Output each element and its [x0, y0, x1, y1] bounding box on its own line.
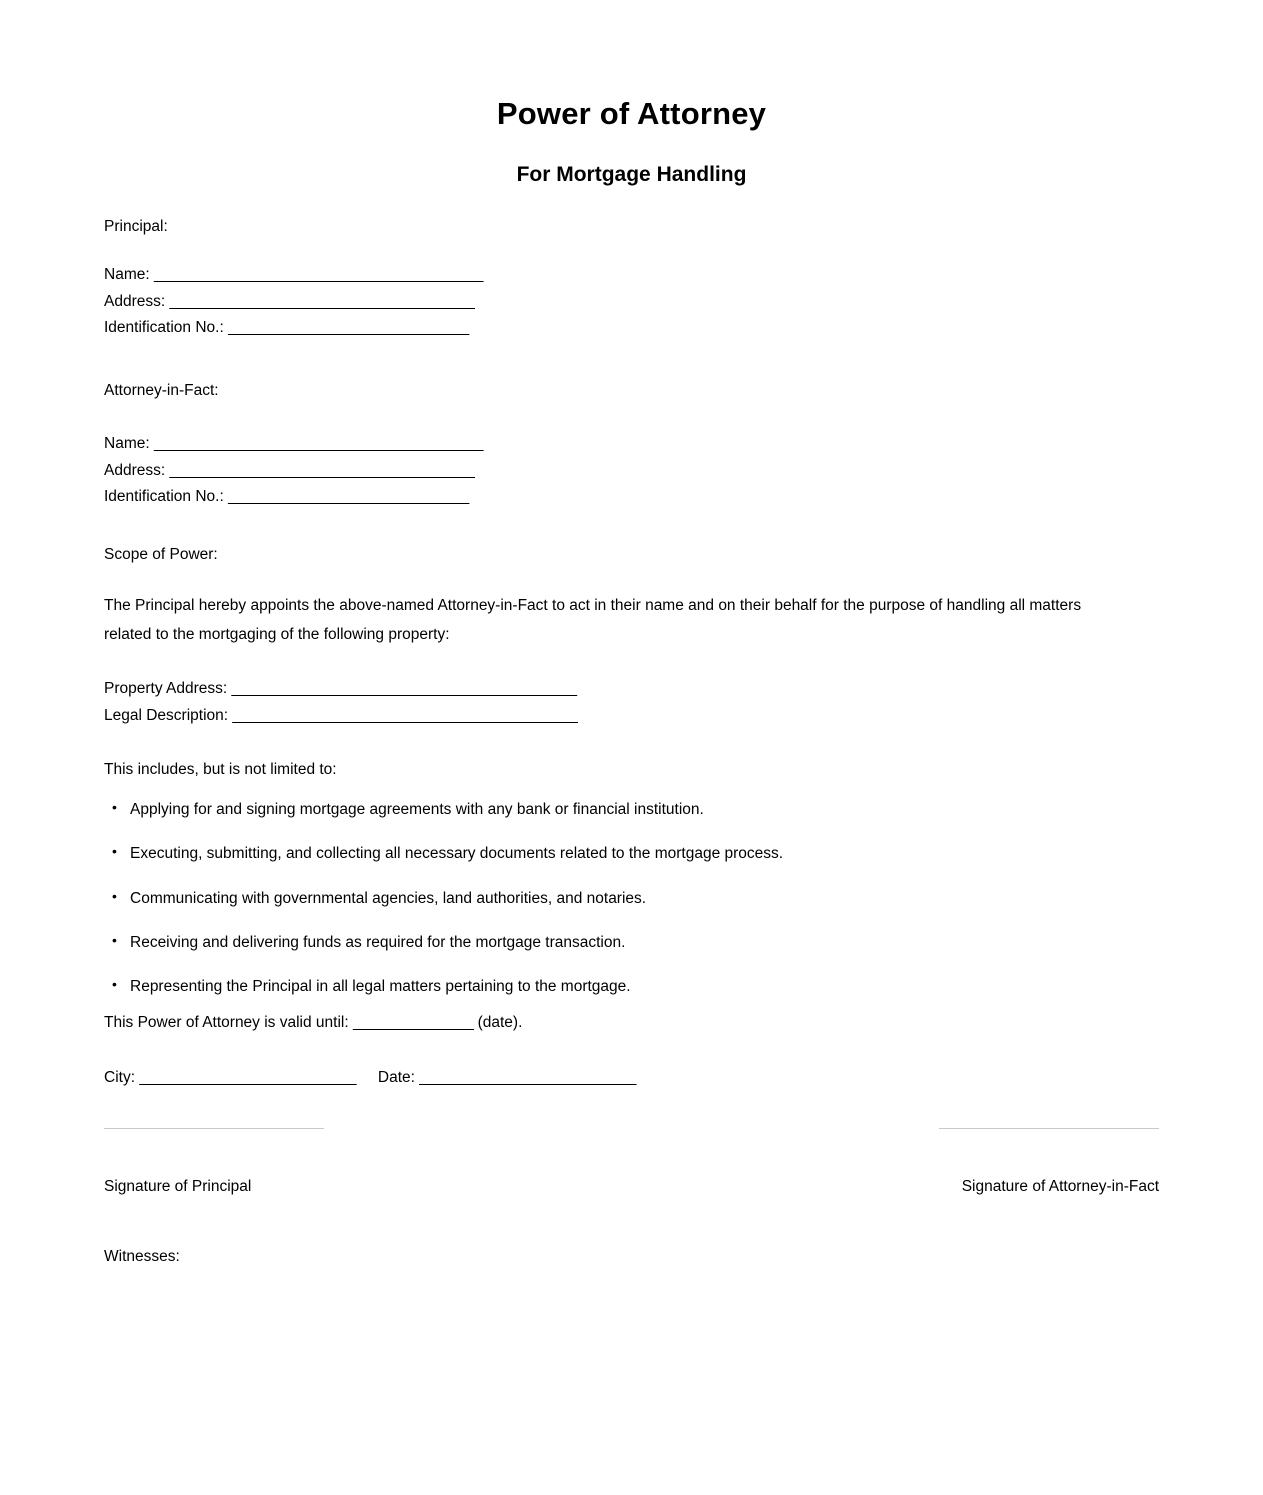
attorney-signature-rule[interactable] [939, 1128, 1159, 1129]
property-fields [104, 676, 577, 729]
signature-labels [104, 1178, 1159, 1196]
principal-name-blank[interactable]: _________________________________________ [153, 266, 483, 283]
witnesses-heading: Witnesses: [104, 1248, 180, 1265]
principal-id-label: Identification No.: [104, 319, 229, 337]
validity-line[interactable] [104, 1010, 522, 1037]
principal-id-blank[interactable]: ______________________________ [228, 319, 469, 337]
legal-description-label: Legal Description: [104, 706, 233, 724]
attorney-id-label: Identification No.: [104, 488, 229, 506]
attorney-name-label: Name: [104, 435, 154, 452]
signature-rules [104, 1128, 1159, 1129]
witnesses-section [104, 1245, 180, 1268]
validity-suffix: (date). [473, 1014, 523, 1031]
attorney-address-blank[interactable]: ______________________________________ [169, 461, 475, 479]
scope-section-heading-wrap [104, 543, 218, 566]
date-label: Date: [377, 1069, 420, 1086]
property-address-field[interactable] [104, 676, 577, 703]
attorney-name-blank[interactable]: _________________________________________ [153, 435, 483, 452]
principal-section-heading-wrap [104, 215, 168, 238]
attorney-id-blank[interactable]: ______________________________ [228, 488, 469, 506]
city-date-line[interactable] [104, 1069, 636, 1087]
principal-name-label: Name: [104, 266, 154, 283]
attorney-section-heading-wrap [104, 379, 219, 402]
includes-intro-wrap [104, 758, 337, 781]
property-address-label: Property Address: [104, 680, 232, 697]
principal-id-field[interactable] [104, 315, 483, 342]
principal-signature-rule[interactable] [104, 1128, 324, 1129]
list-item: • Receiving and delivering funds as required for the mortgage transaction. [130, 931, 1124, 954]
legal-description-blank[interactable]: ___________________________________________ [232, 706, 578, 724]
attorney-signature-label: Signature of Attorney-in-Fact [961, 1178, 1159, 1195]
attorney-address-label: Address: [104, 461, 170, 479]
validity-line-wrap [104, 1010, 522, 1037]
includes-intro: This includes, but is not limited to: [104, 761, 337, 778]
city-date-row [104, 1069, 636, 1087]
list-item: • Communicating with governmental agencies, land authorities, and notaries. [130, 887, 1124, 910]
signature-labels-row [104, 1178, 1159, 1196]
attorney-id-field[interactable] [104, 484, 483, 511]
city-blank[interactable]: ___________________________ [139, 1069, 356, 1086]
includes-list [104, 798, 1124, 998]
page-title: Power of Attorney [496, 96, 767, 131]
list-item: • Representing the Principal in all legal matters pertaining to the mortgage. [130, 975, 1124, 998]
principal-name-field[interactable] [104, 262, 483, 289]
principal-signature-label: Signature of Principal [104, 1178, 252, 1195]
legal-description-field[interactable] [104, 703, 577, 730]
attorney-heading: Attorney-in-Fact: [104, 382, 219, 399]
principal-fields [104, 262, 483, 342]
principal-heading: Principal: [104, 218, 168, 235]
date-blank[interactable]: ___________________________ [419, 1069, 636, 1086]
validity-date-blank[interactable]: _______________ [352, 1014, 474, 1031]
attorney-name-field[interactable] [104, 431, 483, 458]
list-item: • Executing, submitting, and collecting all necessary documents related to the mortgage process. [130, 842, 1124, 865]
attorney-fields [104, 431, 483, 511]
scope-heading: Scope of Power: [104, 546, 218, 563]
principal-address-blank[interactable]: ______________________________________ [169, 292, 475, 310]
signature-rules-row [104, 1128, 1159, 1129]
property-address-blank[interactable]: ___________________________________________ [231, 680, 577, 697]
attorney-address-field[interactable] [104, 458, 483, 485]
list-item: • Applying for and signing mortgage agreements with any bank or financial institution. [130, 798, 1124, 821]
page-subtitle: For Mortgage Handling [516, 163, 747, 187]
includes-list-wrap [104, 798, 1124, 998]
principal-address-field[interactable] [104, 289, 483, 316]
scope-paragraph-wrap [104, 592, 1124, 649]
city-label: City: [104, 1069, 140, 1086]
scope-paragraph: The Principal hereby appoints the above-named Attorney-in-Fact to act in their name and on their behalf for the purpose of handling all matters related to the mortgaging of the following property: [104, 597, 1082, 643]
principal-address-label: Address: [104, 292, 170, 310]
validity-prefix: This Power of Attorney is valid until: [104, 1014, 353, 1031]
